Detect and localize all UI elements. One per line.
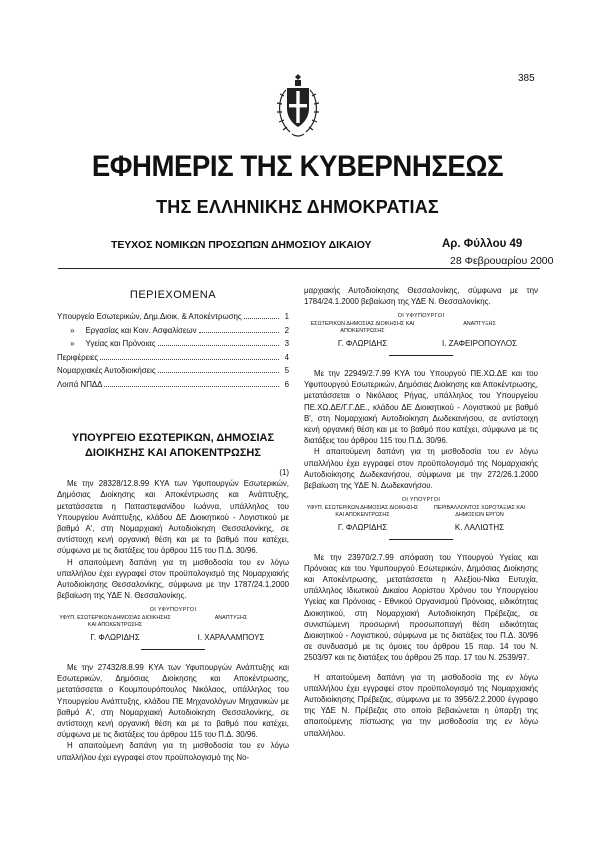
toc-item	[57, 324, 289, 338]
signature-block	[304, 313, 538, 347]
section-heading	[57, 431, 289, 461]
paragraph: Η απαιτούμενη δαπάνη για τη μισθοδοσία του εν λόγω υπαλλήλου έχει εγγραφεί στον προϋπολογισμό της Νο-	[57, 741, 289, 762]
signature-heading: ΟΙ ΥΠΟΥΡΓΟΙ	[401, 497, 441, 504]
toc-item-label: Λοιπά ΝΠΔΔ	[57, 379, 103, 389]
toc-item-label: Εργασίας και Κοιν. Ασφαλίσεων	[85, 325, 197, 335]
issue-value: 49	[509, 238, 523, 250]
toc-list	[57, 310, 289, 391]
toc-item-leader	[100, 359, 279, 360]
toc-item-indent: »	[57, 339, 86, 349]
signer-name: Κ. ΛΑΛΙΩΤΗΣ	[454, 522, 505, 532]
toc-item-leader	[199, 332, 279, 333]
signature-block	[304, 497, 538, 531]
left-column	[57, 285, 289, 763]
item-number: (1)	[279, 468, 289, 478]
signer-title: ΥΦΥΠ. ΕΣΩΤΕΡΙΚΩΝ ΔΗΜΟΣΙΑΣ ΔΙΟΙΚΗΣΗΣ ΚΑΙ ΑΠΟΚΕΝΤΡΩΣΗΣ	[306, 504, 419, 518]
coat-of-arms-emblem	[268, 60, 328, 140]
signer-name: Γ. ΦΛΩΡΙΔΗΣ	[90, 632, 140, 642]
toc-item-page: 2	[284, 325, 289, 335]
toc-item-label: Νομαρχιακές Αυτοδιοικήσεις	[57, 366, 156, 376]
toc-item-leader	[244, 318, 279, 319]
toc-item-leader	[158, 345, 279, 346]
toc-item-leader	[158, 372, 279, 373]
page-number: 385	[518, 73, 535, 84]
toc-item-leader	[104, 386, 279, 387]
paragraph: Με την 23970/2.7.99 απόφαση του Υπουργού Υγείας και Πρόνοιας και του Υφυπουργού Εσωτερικών, Δημόσιας Διοίκησης και Αποκέντρωσης, μετατάσσεται η Αλεξίου-Νίκα Ευτυχία, υπάλληλος Ιδιωτικού Δικαίου Αορίστου Χρόνου του Υπουργείου Υγείας και Πρόνοιας - Εθνικού Οργανισμού Πρόνοιας, ειδικότητας Διοικητικού, στη Νομαρχιακή Αυτοδιοίκηση Πρέβεζας, σε συνιστώμενη προσωρινή προσωποπαγή θέση ειδικότητας Διοικητικού - Λογιστικού, σύμφωνα με τις διατάξεις του Π.Δ. 30/96 σε συνδυασμό με τις όμοιες του άρθρου 15 παρ. 14 του Ν. 2503/97 και τις διατάξεις του άρθρου 25 παρ. 17 του Ν. 2539/97.	[304, 552, 538, 663]
section-heading-line1: ΥΠΟΥΡΓΕΙΟ ΕΣΩΤΕΡΙΚΩΝ, ΔΗΜΟΣΙΑΣ	[71, 432, 275, 445]
toc-item-label: Υπουργείο Εσωτερικών, Δημ.Διοικ. & Αποκέντρωσης	[57, 312, 242, 322]
signer-title: ΑΝΑΠΤΥΞΗΣ	[214, 614, 248, 621]
right-column	[304, 285, 538, 739]
paragraph: Η απαιτούμενη δαπάνη για τη μισθοδοσία του εν λόγω υπαλλήλου έχει εγγραφεί στον προϋπολογισμό της Νομαρχιακής Αυτοδιοίκησης Θεσσαλονίκης, σύμφωνα με την 1787/24.1.2000 βεβαίωση της ΥΔΕ Ν. Θεσσαλονίκης.	[57, 557, 289, 601]
gazette-title: ΕΦΗΜΕΡΙΣ ΤΗΣ ΚΥΒΕΡΝΗΣΕΩΣ	[91, 150, 504, 183]
signer-title: ΥΦΥΠ. ΕΣΩΤΕΡΙΚΩΝ ΔΗΜΟΣΙΑΣ ΔΙΟΙΚΗΣΗΣ ΚΑΙ ΑΠΟΚΕΝΤΡΩΣΗΣ	[59, 614, 171, 628]
signature-heading: ΟΙ ΥΦΥΠΟΥΡΓΟΙ	[397, 313, 445, 320]
toc-item-page: 3	[284, 339, 289, 349]
issue-date: 28 Φεβρουαρίου 2000	[450, 255, 554, 267]
paragraph: Με την 27432/8.8.99 ΚΥΑ των Υφυπουργών Ανάπτυξης και Εσωτερικών, Δημόσιας Διοίκησης και Αποκέντρωσης, μετατάσσεται ο Κουμπουρόπουλος Νικόλαος, υπάλληλος του Υπουργείου Ανάπτυξης, κλάδου ΠΕ Μηχανολόγων Μηχανικών με βαθμό Α', στη Νομαρχιακή Αυτοδιοίκηση Θεσσαλονίκης, σε αντίστοιχη κενή οργανική θέση και με το βαθμό που κατέχει, σύμφωνα με τις διατάξεις του άρθρου 115 του Π.Δ. 30/96.	[57, 662, 289, 740]
toc-item-indent: »	[57, 325, 86, 335]
paragraph: Με την 22949/2.7.99 ΚΥΑ του Υπουργού ΠΕ.ΧΩ.ΔΕ και του Υφυπουργού Εσωτερικών, Δημόσιας Διοίκησης και Αποκέντρωσης, μετατάσσεται ο Νικόλαος Ρήγας, υπάλληλος του Υπουργείου ΠΕ.ΧΩ.ΔΕ/Γ.Γ.ΔΕ., κλάδου ΔΕ Διοικητικού - Λογιστικού με βαθμό Β', στη Νομαρχιακή Αυτοδιοίκηση Δωδεκανήσου, σε αντίστοιχη κενή οργανική θέση και με το βαθμό που κατέχει, σύμφωνα με τις διατάξεις του άρθρου 115 του Π.Δ. 30/96.	[304, 368, 538, 446]
toc-item	[57, 337, 289, 351]
toc-item-page: 6	[284, 379, 289, 389]
paragraph: μαρχιακής Αυτοδιοίκησης Θεσσαλονίκης, σύμφωνα με την 1784/24.1.2000 βεβαίωση της ΥΔΕ Ν. Θεσσαλονίκης.	[304, 286, 538, 307]
paragraph: Η απαιτούμενη δαπάνη για τη μισθοδοσία της εν λόγω υπαλλήλου έχει εγγραφεί στον προϋπολογισμό της Νομαρχιακής Αυτοδιοίκησης Πρέβεζας, σύμφωνα με το 3956/2.2.2000 έγγραφο της ΥΔΕ Ν. Πρέβεζας στο οποίο βεβαιώνεται η ύπαρξη της απαιτούμενης πίστωσης για την μισθοδοσία της εν λόγω υπαλλήλου.	[304, 672, 538, 738]
section-heading-line2: ΔΙΟΙΚΗΣΗΣ ΚΑΙ ΑΠΟΚΕΝΤΡΩΣΗΣ	[85, 447, 261, 460]
signature-heading: ΟΙ ΥΦΥΠΟΥΡΓΟΙ	[149, 607, 197, 614]
signature-block	[57, 607, 289, 641]
paragraph: Η απαιτούμενη δαπάνη για τη μισθοδοσία του εν λόγω υπαλλήλου έχει εγγραφεί στον προϋπολογισμό της Νομαρχιακής Αυτοδιοίκησης Δωδεκανήσου, σύμφωνα με την 272/26.1.2000 βεβαίωση της ΥΔΕ Ν. Δωδεκανήσου.	[304, 447, 538, 490]
toc-item-label: Περιφέρειες	[57, 352, 99, 362]
issue-label: Αρ. Φύλλου	[442, 238, 507, 250]
series-label: ΤΕΥΧΟΣ ΝΟΜΙΚΩΝ ΠΡΟΣΩΠΩΝ ΔΗΜΟΣΙΟΥ ΔΙΚΑΙΟΥ	[111, 239, 372, 251]
toc-item-page: 4	[284, 352, 289, 362]
separator-rule	[389, 355, 453, 356]
signer-title: ΑΝΑΠΤΥΞΗΣ	[463, 320, 496, 327]
toc-title: ΠΕΡΙΕΧΟΜΕΝΑ	[129, 289, 217, 301]
signer-title: ΠΕΡΙΒΑΛΛΟΝΤΟΣ ΧΩΡΟΤΑΞΙΑΣ ΚΑΙ ΔΗΜΟΣΙΩΝ ΕΡΓΩΝ	[433, 504, 526, 518]
toc-item	[57, 310, 289, 324]
toc-item-page: 1	[284, 312, 289, 322]
separator-rule	[141, 649, 205, 650]
toc-item-label: Υγείας και Πρόνοιας	[85, 339, 156, 349]
issue-number	[442, 238, 522, 250]
toc-item-page: 5	[284, 366, 289, 376]
signer-name: Ι. ΖΑΦΕΙΡΟΠΟΥΛΟΣ	[442, 338, 517, 348]
toc-item	[57, 351, 289, 365]
paragraph: Με την 28328/12.8.99 ΚΥΑ των Υφυπουργών Εσωτερικών, Δημόσιας Διοίκησης και Αποκέντρωσης και Ανάπτυξης, μετατάσσεται η Παπαστεφανίδου Ιωάννα, υπάλληλος του Υπουργείου Ανάπτυξης, κλάδου ΔΕ Διοικητικού - Λογιστικού με βαθμό Α', στη Νομαρχιακή Αυτοδιοίκηση Θεσσαλονίκης, σε αντίστοιχη κενή οργανική θέση και με το βαθμό που κατέχει, σύμφωνα με τις διατάξεις του άρθρου 115 του Π.Δ. 30/96.	[57, 479, 289, 556]
toc-item	[57, 364, 289, 378]
signer-title: ΕΣΩΤΕΡΙΚΩΝ ΔΗΜΟΣΙΑΣ ΔΙΟΙΚΗΣΗΣ ΚΑΙ ΑΠΟΚΕΝΤΡΩΣΗΣ	[310, 320, 415, 334]
toc-item	[57, 378, 289, 392]
signer-name: Γ. ΦΛΩΡΙΔΗΣ	[337, 338, 388, 348]
signer-name: Ι. ΧΑΡΑΛΑΜΠΟΥΣ	[197, 632, 265, 642]
separator-rule	[389, 539, 453, 540]
gazette-subtitle: ΤΗΣ ΕΛΛΗΝΙΚΗΣ ΔΗΜΟΚΡΑΤΙΑΣ	[156, 197, 439, 217]
signer-name: Γ. ΦΛΩΡΙΔΗΣ	[337, 522, 388, 532]
header-rule	[58, 268, 540, 269]
